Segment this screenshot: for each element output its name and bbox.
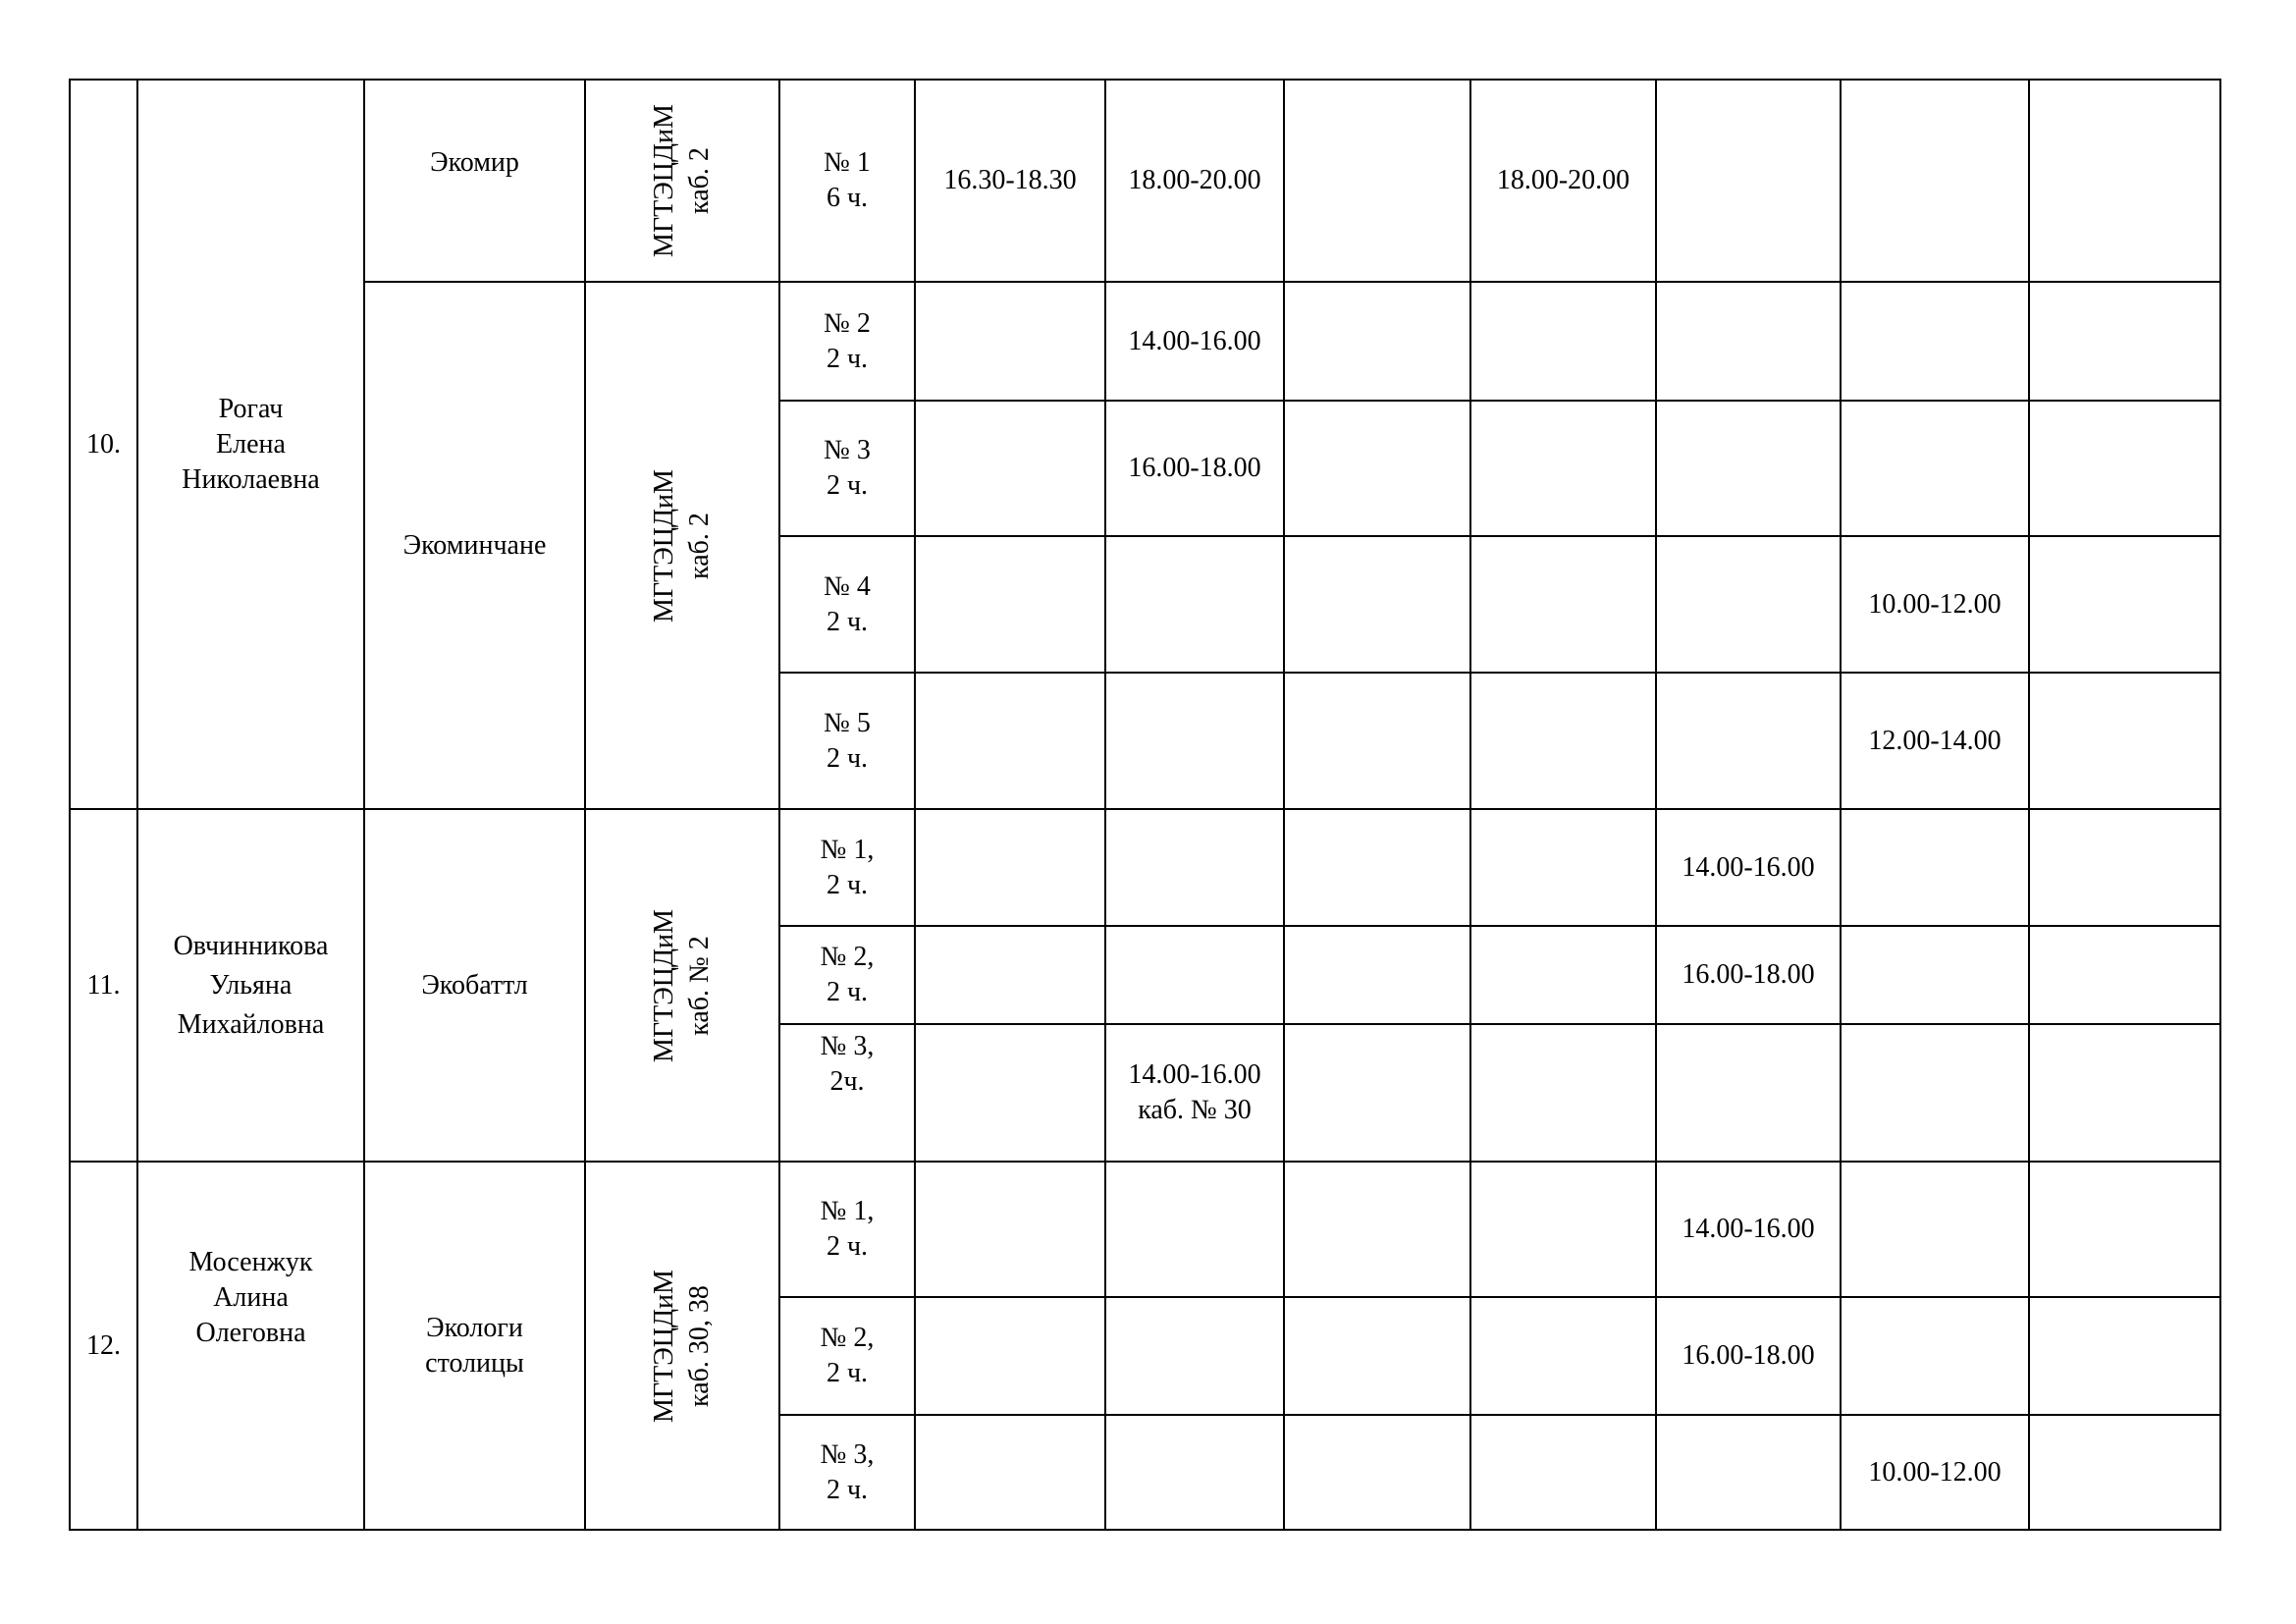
time-cell: 12.00-14.00 — [1841, 673, 2029, 809]
time-cell — [1841, 282, 2029, 401]
time-cell — [915, 1162, 1105, 1297]
time-cell: 18.00-20.00 — [1105, 80, 1284, 282]
time-cell — [1284, 673, 1470, 809]
time-cell: 16.00-18.00 — [1105, 401, 1284, 536]
table-row — [70, 282, 2220, 401]
time-cell — [2029, 926, 2220, 1024]
time-cell — [1284, 1162, 1470, 1297]
row-number: 11. — [70, 809, 137, 1162]
time-cell: 10.00-12.00 — [1841, 1415, 2029, 1530]
club-title: Экобаттл — [364, 809, 585, 1162]
club-place — [585, 1162, 779, 1530]
time-cell — [1656, 1415, 1841, 1530]
time-cell — [915, 401, 1105, 536]
time-cell — [2029, 1024, 2220, 1162]
time-cell — [2029, 80, 2220, 282]
group-cell: № 1, 2 ч. — [779, 809, 915, 926]
time-cell — [1284, 80, 1470, 282]
group-cell: № 1, 2 ч. — [779, 1162, 915, 1297]
time-cell — [1841, 1162, 2029, 1297]
time-cell — [1656, 1024, 1841, 1162]
group-cell: № 1 6 ч. — [779, 80, 915, 282]
club-place-text: МГТЭЦДиМ каб. 2 — [649, 104, 715, 257]
time-cell — [1470, 1024, 1656, 1162]
time-cell — [1656, 282, 1841, 401]
club-place — [585, 80, 779, 282]
time-cell — [1470, 1415, 1656, 1530]
time-cell — [2029, 1162, 2220, 1297]
time-cell — [1105, 1162, 1284, 1297]
time-cell — [2029, 1415, 2220, 1530]
row-number: 12. — [70, 1162, 137, 1530]
time-cell — [2029, 1297, 2220, 1415]
time-cell — [915, 926, 1105, 1024]
club-title: Экомир — [364, 80, 585, 282]
table-row — [70, 80, 2220, 282]
time-cell — [1470, 1297, 1656, 1415]
time-cell — [1656, 401, 1841, 536]
time-cell — [2029, 282, 2220, 401]
time-cell — [1470, 926, 1656, 1024]
group-cell: № 4 2 ч. — [779, 536, 915, 673]
group-cell: № 3 2 ч. — [779, 401, 915, 536]
group-cell: № 2, 2 ч. — [779, 1297, 915, 1415]
club-title: Экоминчане — [364, 282, 585, 809]
time-cell: 10.00-12.00 — [1841, 536, 2029, 673]
time-cell — [1470, 1162, 1656, 1297]
club-title: Экологи столицы — [364, 1162, 585, 1530]
time-cell — [1656, 673, 1841, 809]
group-cell: № 3, 2ч. — [779, 1024, 915, 1162]
time-cell — [1284, 1024, 1470, 1162]
club-place — [585, 809, 779, 1162]
time-cell — [915, 1297, 1105, 1415]
schedule-table — [69, 79, 2221, 1531]
teacher-name: Рогач Елена Николаевна — [137, 80, 364, 809]
time-cell — [1284, 1415, 1470, 1530]
time-cell — [1841, 809, 2029, 926]
time-cell — [915, 673, 1105, 809]
table-row — [70, 1162, 2220, 1297]
club-place-text: МГТЭЦДиМ каб. 30, 38 — [649, 1269, 715, 1423]
club-place-text: МГТЭЦДиМ каб. 2 — [649, 468, 715, 623]
time-cell — [915, 809, 1105, 926]
time-cell — [1105, 926, 1284, 1024]
time-cell — [1105, 1297, 1284, 1415]
time-cell — [915, 282, 1105, 401]
time-cell — [1284, 401, 1470, 536]
time-cell — [1105, 673, 1284, 809]
time-cell — [1841, 401, 2029, 536]
time-cell — [915, 1024, 1105, 1162]
time-cell — [1656, 536, 1841, 673]
time-cell — [1284, 1297, 1470, 1415]
time-cell: 18.00-20.00 — [1470, 80, 1656, 282]
time-cell — [2029, 401, 2220, 536]
time-cell — [1470, 809, 1656, 926]
time-cell — [1841, 80, 2029, 282]
time-cell — [1841, 1024, 2029, 1162]
teacher-name: Мосенжук Алина Олеговна — [137, 1162, 364, 1530]
time-cell — [1284, 536, 1470, 673]
time-cell — [1470, 401, 1656, 536]
time-cell — [1841, 1297, 2029, 1415]
time-cell: 16.30-18.30 — [915, 80, 1105, 282]
time-cell — [1105, 809, 1284, 926]
time-cell: 14.00-16.00 каб. № 30 — [1105, 1024, 1284, 1162]
club-place-text: МГТЭЦДиМ каб. № 2 — [649, 908, 715, 1062]
table-row — [70, 809, 2220, 926]
time-cell — [1284, 809, 1470, 926]
group-cell: № 2, 2 ч. — [779, 926, 915, 1024]
time-cell — [2029, 673, 2220, 809]
time-cell — [1284, 926, 1470, 1024]
time-cell — [915, 1415, 1105, 1530]
time-cell — [2029, 536, 2220, 673]
time-cell: 14.00-16.00 — [1656, 809, 1841, 926]
time-cell: 16.00-18.00 — [1656, 926, 1841, 1024]
time-cell — [1656, 80, 1841, 282]
group-cell: № 5 2 ч. — [779, 673, 915, 809]
group-cell: № 3, 2 ч. — [779, 1415, 915, 1530]
time-cell: 16.00-18.00 — [1656, 1297, 1841, 1415]
time-cell — [1470, 536, 1656, 673]
time-cell — [915, 536, 1105, 673]
teacher-name: Овчинникова Ульяна Михайловна — [137, 809, 364, 1162]
time-cell — [1284, 282, 1470, 401]
time-cell — [1470, 673, 1656, 809]
time-cell — [1105, 536, 1284, 673]
club-place — [585, 282, 779, 809]
time-cell — [1841, 926, 2029, 1024]
time-cell — [2029, 809, 2220, 926]
time-cell — [1105, 1415, 1284, 1530]
row-number: 10. — [70, 80, 137, 809]
group-cell: № 2 2 ч. — [779, 282, 915, 401]
time-cell: 14.00-16.00 — [1656, 1162, 1841, 1297]
time-cell: 14.00-16.00 — [1105, 282, 1284, 401]
time-cell — [1470, 282, 1656, 401]
